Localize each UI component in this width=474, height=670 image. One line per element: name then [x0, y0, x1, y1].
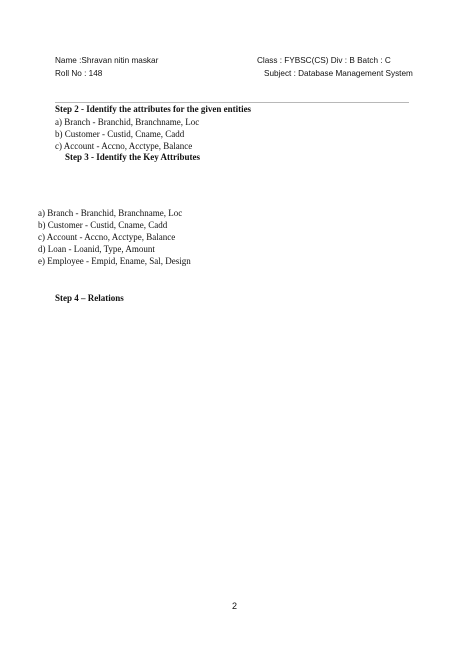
subject: Subject : Database Management System: [264, 69, 413, 78]
step2-item: a) Branch - Branchid, Branchname, Loc: [55, 117, 200, 127]
step2-item: c) Account - Accno, Acctype, Balance: [55, 141, 193, 151]
page-number: 2: [232, 601, 238, 611]
header-divider: [55, 102, 409, 103]
step3-item: a) Branch - Branchid, Branchname, Loc: [38, 208, 183, 218]
student-name: Name :Shravan nitin maskar: [55, 56, 159, 65]
step3-heading: Step 3 - Identify the Key Attributes: [65, 152, 200, 162]
step3-item: c) Account - Accno, Acctype, Balance: [38, 232, 176, 242]
step3-item: b) Customer - Custid, Cname, Cadd: [38, 220, 168, 230]
step2-heading: Step 2 - Identify the attributes for the given entities: [55, 104, 252, 114]
class-info: Class : FYBSC(CS) Div : B Batch : C: [257, 56, 391, 65]
step3-item: e) Employee - Empid, Ename, Sal, Design: [38, 256, 191, 266]
step4-heading: Step 4 – Relations: [55, 293, 124, 303]
step2-item: b) Customer - Custid, Cname, Cadd: [55, 129, 185, 139]
step3-item: d) Loan - Loanid, Type, Amount: [38, 244, 155, 254]
roll-number: Roll No : 148: [55, 69, 103, 78]
